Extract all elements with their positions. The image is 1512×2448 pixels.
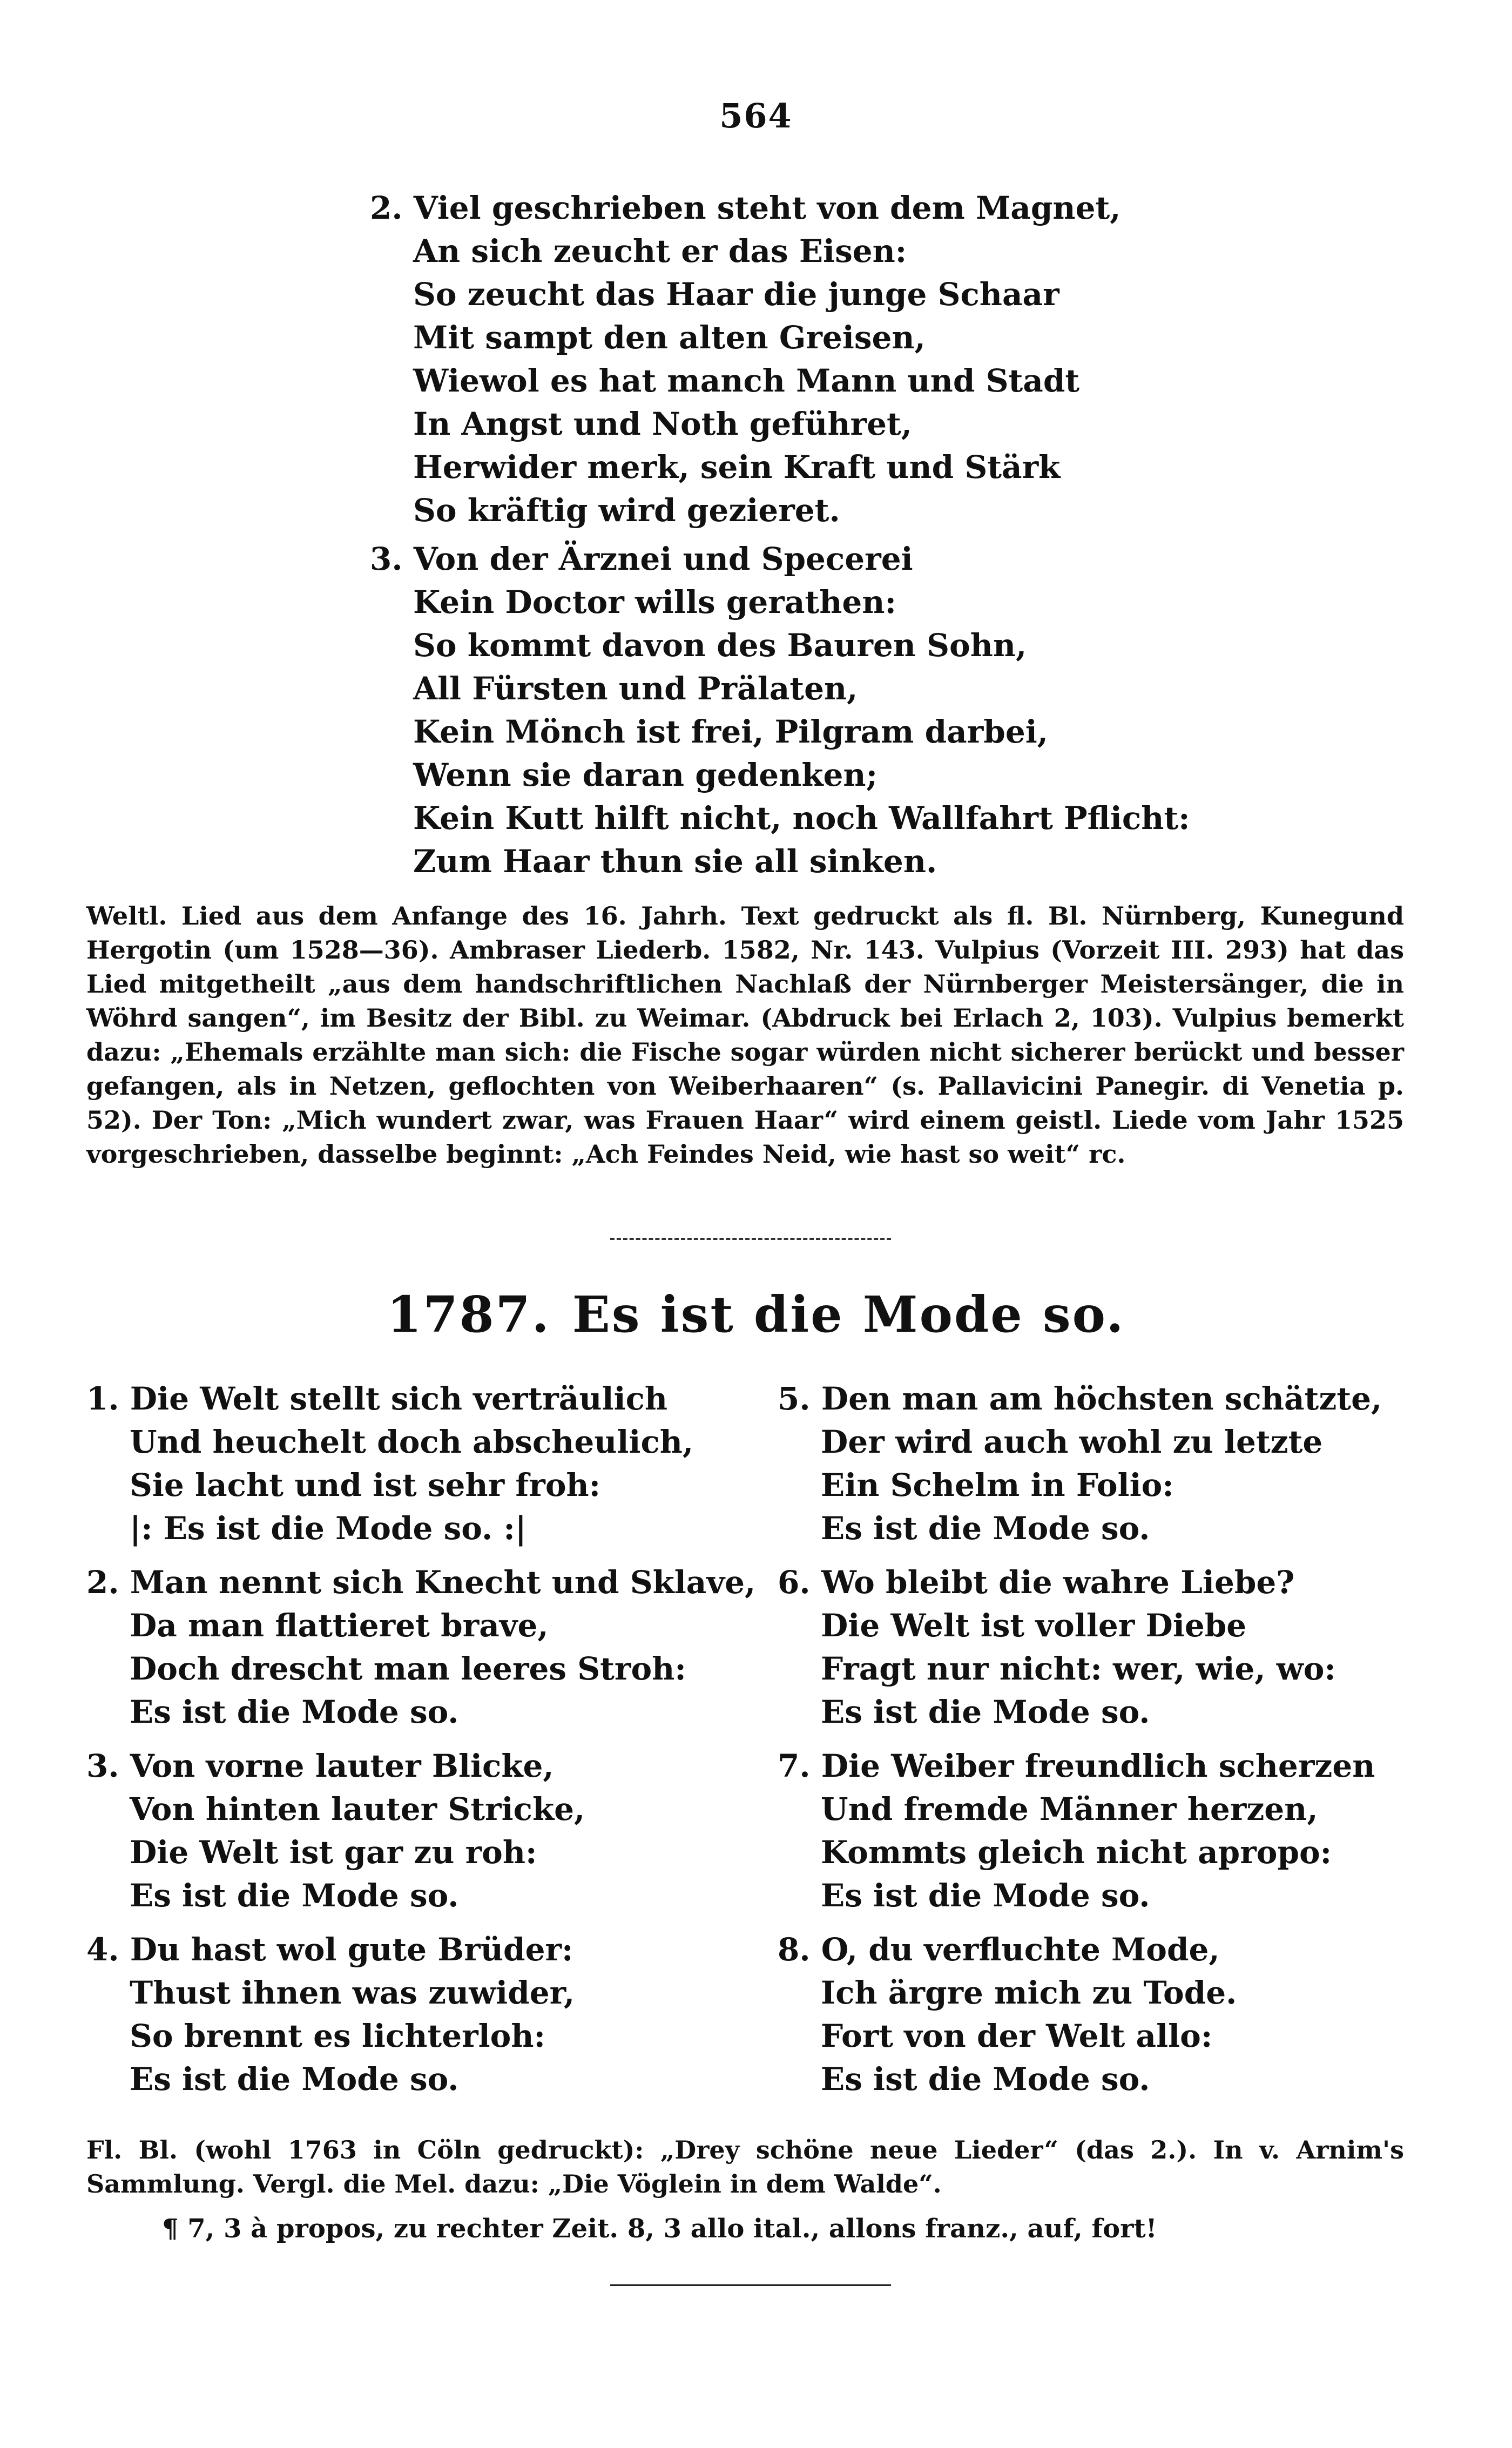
stanza-line: Es ist die Mode so. <box>821 1877 1150 1914</box>
stanza-line: Du hast wol gute Brüder: <box>130 1931 573 1968</box>
stanza-number: 7. <box>778 1748 811 1784</box>
stanza-line: Mit sampt den alten Greisen, <box>413 319 926 356</box>
stanza-line: Wenn sie daran gedenken; <box>413 757 878 793</box>
stanza-number: 1. <box>86 1380 119 1417</box>
stanza-line: An sich zeucht er das Eisen: <box>413 233 907 269</box>
stanza-line: Die Weiber freundlich scherzen <box>821 1748 1375 1784</box>
note-text: Fl. Bl. (wohl 1763 in Cöln gedruckt): „Drey schöne neue Lieder“ (das 2.). In v. Arnim's Sammlung. Vergl. die Mel. dazu: „Die Vöglein in dem Walde“. <box>86 2135 1404 2199</box>
song-stanza-8 <box>778 1928 1237 2101</box>
stanza-line: Und heuchelt doch abscheulich, <box>130 1424 694 1460</box>
prev-stanza-2 <box>370 186 1120 532</box>
stanza-number: 8. <box>778 1931 811 1968</box>
stanza-line: Wiewol es hat manch Mann und Stadt <box>413 362 1080 399</box>
stanza-line: In Angst und Noth geführet, <box>413 406 912 442</box>
stanza-line: Viel geschrieben steht von dem Magnet, <box>413 190 1121 226</box>
section-divider <box>610 1238 891 1240</box>
stanza-number: 3. <box>370 541 403 577</box>
stanza-line: Es ist die Mode so. <box>130 1877 459 1914</box>
stanza-number: 4. <box>86 1931 119 1968</box>
stanza-line: Ich ärgre mich zu Tode. <box>821 1974 1237 2011</box>
stanza-line: Die Welt stellt sich verträulich <box>130 1380 668 1417</box>
song-stanza-2 <box>86 1561 755 1734</box>
stanza-line: Und fremde Männer herzen, <box>821 1791 1318 1827</box>
stanza-line: So brennt es lichterloh: <box>130 2018 545 2054</box>
song-stanza-4 <box>86 1928 575 2101</box>
stanza-line: Kommts gleich nicht apropo: <box>821 1834 1332 1871</box>
stanza-line: Kein Mönch ist frei, Pilgram darbei, <box>413 713 1048 750</box>
stanza-line: So kommt davon des Bauren Sohn, <box>413 627 1027 664</box>
stanza-line: Kein Kutt hilft nicht, noch Wallfahrt Pflicht: <box>413 800 1190 837</box>
stanza-number: 2. <box>86 1564 119 1601</box>
stanza-line: Die Welt ist gar zu roh: <box>130 1834 537 1871</box>
stanza-line: Von hinten lauter Stricke, <box>130 1791 585 1827</box>
page-number: 564 <box>719 96 793 136</box>
prev-stanza-3 <box>370 537 1190 883</box>
stanza-line: Doch drescht man leeres Stroh: <box>130 1650 686 1687</box>
song-number: 1787. <box>387 1285 551 1344</box>
stanza-line: Kein Doctor wills gerathen: <box>413 584 896 621</box>
stanza-line: Es ist die Mode so. <box>821 1694 1150 1730</box>
stanza-number: 6. <box>778 1564 811 1601</box>
stanza-line: Herwider merk, sein Kraft und Stärk <box>413 449 1061 485</box>
stanza-number: 5. <box>778 1380 811 1417</box>
song-stanza-6 <box>778 1561 1336 1734</box>
text-critical-note: ¶ 7, 3 à propos, zu rechter Zeit. 8, 3 allo ital., allons franz., auf, fort! <box>162 2214 1157 2244</box>
stanza-line: Ein Schelm in Folio: <box>821 1467 1174 1503</box>
stanza-line: Es ist die Mode so. <box>130 1694 459 1730</box>
end-rule <box>610 2284 891 2286</box>
song-title: Es ist die Mode so. <box>572 1285 1125 1344</box>
stanza-line: Die Welt ist voller Diebe <box>821 1607 1247 1644</box>
stanza-number: 3. <box>86 1748 119 1784</box>
stanza-line: Es ist die Mode so. <box>821 2061 1150 2098</box>
stanza-line: Man nennt sich Knecht und Sklave, <box>130 1564 756 1601</box>
song-note <box>86 2133 1404 2201</box>
song-stanza-5 <box>778 1377 1382 1550</box>
stanza-line: Von der Ärznei und Specerei <box>413 541 913 577</box>
stanza-line: Den man am höchsten schätzte, <box>821 1380 1382 1417</box>
note-text: Weltl. Lied aus dem Anfange des 16. Jahrh. Text gedruckt als fl. Bl. Nürnberg, Kunegund Hergotin (um 1528—36). Ambraser Liederb. 1582, Nr. 143. Vulpius (Vorzeit III. 293) hat das Lied mitgetheilt „aus dem handschriftlichen Nachlaß der Nürnberger Meistersänger, die in Wöhrd sangen“, im Besitz der Bibl. zu Weimar. (Abdruck bei Erlach 2, 103). Vulpius bemerkt dazu: „Ehemals erzählte man sich: die Fische sogar würden nicht sicherer berückt und besser gefangen, als in Netzen, geflochten von Weiberhaaren“ (s. Pallavicini Panegir. di Venetia p. 52). Der Ton: „Mich wundert zwar, was Frauen Haar“ wird einem geistl. Liede vom Jahr 1525 vorgeschrieben, dasselbe beginnt: „Ach Feindes Neid, wie hast so weit“ rc. <box>86 901 1404 1169</box>
song-stanza-7 <box>778 1744 1375 1917</box>
song-stanza-3 <box>86 1744 585 1917</box>
stanza-number: 2. <box>370 190 403 226</box>
prev-song-note <box>86 899 1404 1171</box>
stanza-line: Von vorne lauter Blicke, <box>130 1748 554 1784</box>
stanza-line: All Fürsten und Prälaten, <box>413 670 858 707</box>
stanza-line: Zum Haar thun sie all sinken. <box>413 843 937 880</box>
stanza-line: Der wird auch wohl zu letzte <box>821 1424 1323 1460</box>
stanza-line: Fragt nur nicht: wer, wie, wo: <box>821 1650 1336 1687</box>
stanza-line: Es ist die Mode so. <box>821 1510 1150 1547</box>
stanza-line: Es ist die Mode so. <box>130 2061 459 2098</box>
stanza-line: Thust ihnen was zuwider, <box>130 1974 575 2011</box>
stanza-line: Da man flattieret brave, <box>130 1607 549 1644</box>
stanza-line: Sie lacht und ist sehr froh: <box>130 1467 601 1503</box>
stanza-line: Fort von der Welt allo: <box>821 2018 1213 2054</box>
song-heading <box>0 1285 1512 1344</box>
stanza-line: O, du verfluchte Mode, <box>821 1931 1220 1968</box>
stanza-line: So zeucht das Haar die junge Schaar <box>413 276 1059 313</box>
song-stanza-1 <box>86 1377 693 1550</box>
stanza-line: So kräftig wird gezieret. <box>413 492 840 529</box>
stanza-line: Wo bleibt die wahre Liebe? <box>821 1564 1295 1601</box>
stanza-line: |: Es ist die Mode so. :| <box>130 1510 526 1547</box>
